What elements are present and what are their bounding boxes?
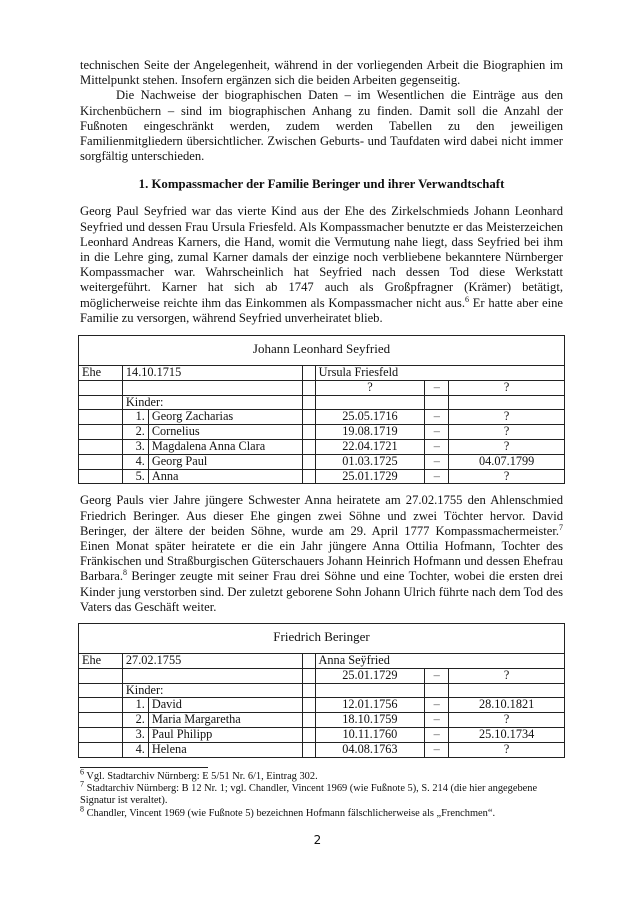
child-row xyxy=(79,454,565,469)
spouse-dates-row xyxy=(79,380,565,395)
section-heading: 1. Kompassmacher der Familie Beringer und ihrer Verwandtschaft xyxy=(138,177,505,192)
family-table-seyfried xyxy=(78,335,565,484)
child-number: 4. xyxy=(122,454,148,469)
child-row xyxy=(79,728,565,743)
child-number: 4. xyxy=(122,742,148,757)
child-death: 28.10.1821 xyxy=(449,698,565,713)
children-label-row xyxy=(79,395,565,410)
dash: – xyxy=(425,668,449,683)
child-death: ? xyxy=(449,742,565,757)
children-label-row xyxy=(79,683,565,698)
footnote-number: 7 xyxy=(80,779,84,789)
spouse-name: Ursula Friesfeld xyxy=(315,366,564,381)
spouse-birth: 25.01.1729 xyxy=(315,668,425,683)
child-name: Georg Paul xyxy=(148,454,302,469)
marriage-row xyxy=(79,366,565,381)
dash: – xyxy=(425,713,449,728)
footnote-number: 8 xyxy=(80,804,84,814)
paragraph-text: Er hatte aber eine Familie zu versorgen, während Seyfried unverheiratet blieb. xyxy=(80,295,563,325)
child-name: Magdalena Anna Clara xyxy=(148,440,302,455)
child-birth: 25.05.1716 xyxy=(315,410,425,425)
spouse-death: ? xyxy=(449,668,565,683)
table-title: Johann Leonhard Seyfried xyxy=(79,336,565,366)
dash: – xyxy=(425,425,449,440)
children-label: Kinder: xyxy=(122,683,302,698)
paragraph-text: Georg Paul Seyfried war das vierte Kind aus der Ehe des Zirkelschmieds Johann Leonhard Seyfried und dessen Frau Ursula Friesfeld. Als Kompassmacher benutzte er das Meisterzeichen Leonhard Andreas Karners, die Hand, womit die Vermutung nahe liegt, dass Seyfried bei ihm in die Lehre ging, zumal Karner damals der einzige noch verbliebene bekanntere Nürnberger Kompassmacher war. Wahrscheinlich hat Seyfried nach dessen Tod diese Werkstatt weitergeführt. Karner hat sich ab 1747 auch als Großpfragner (Krämer) betätigt, möglicherweise reichte ihm das Einkommen als Kompassmacher nicht aus. xyxy=(80,204,563,310)
dash: – xyxy=(425,454,449,469)
footnote-text: Chandler, Vincent 1969 (wie Fußnote 5) bezeichnen Hofmann fälschlicherweise als „Frenchmen“. xyxy=(84,807,496,819)
footnote-8 xyxy=(80,804,563,820)
child-row xyxy=(79,440,565,455)
child-number: 5. xyxy=(122,469,148,484)
section-paragraph-2 xyxy=(80,493,563,615)
child-death: ? xyxy=(449,440,565,455)
child-name: Cornelius xyxy=(148,425,302,440)
table-title: Friedrich Beringer xyxy=(79,624,565,654)
footnote-text: Vgl. Stadtarchiv Nürnberg: E 5/51 Nr. 6/1, Eintrag 302. xyxy=(84,770,318,782)
child-death: 25.10.1734 xyxy=(449,728,565,743)
intro-paragraph-1: technischen Seite der Angelegenheit, während in der vorliegenden Arbeit die Biographien im Mittelpunkt stehen. Insofern ergänzen sich die beiden Arbeiten gegenseitig. xyxy=(80,58,563,88)
footnote-number: 6 xyxy=(80,767,84,777)
child-birth: 01.03.1725 xyxy=(315,454,425,469)
page-number: 2 xyxy=(313,833,322,847)
child-name: Anna xyxy=(148,469,302,484)
child-number: 3. xyxy=(122,728,148,743)
marriage-label: Ehe xyxy=(79,654,123,669)
child-name: Helena xyxy=(148,742,302,757)
child-row xyxy=(79,742,565,757)
dash: – xyxy=(425,380,449,395)
dash: – xyxy=(425,410,449,425)
child-number: 3. xyxy=(122,440,148,455)
child-birth: 12.01.1756 xyxy=(315,698,425,713)
dash: – xyxy=(425,469,449,484)
child-death: ? xyxy=(449,425,565,440)
marriage-date: 27.02.1755 xyxy=(122,654,302,669)
family-table-beringer xyxy=(78,623,565,758)
dash: – xyxy=(425,728,449,743)
child-name: Maria Margaretha xyxy=(148,713,302,728)
child-row xyxy=(79,713,565,728)
child-death: ? xyxy=(449,469,565,484)
child-birth: 10.11.1760 xyxy=(315,728,425,743)
child-birth: 04.08.1763 xyxy=(315,742,425,757)
children-label: Kinder: xyxy=(122,395,302,410)
child-death: 04.07.1799 xyxy=(449,454,565,469)
dash: – xyxy=(425,742,449,757)
child-name: Paul Philipp xyxy=(148,728,302,743)
dash: – xyxy=(425,698,449,713)
paragraph-text: Beringer zeugte mit seiner Frau drei Söhne und eine Tochter, wobei die ersten drei Kinder jung verstorben sind. Der zuletzt geborene Sohn Johann Ulrich führte nach dem Tod des Vaters das Geschäft weiter. xyxy=(80,569,563,614)
child-birth: 22.04.1721 xyxy=(315,440,425,455)
paragraph-text: Georg Pauls vier Jahre jüngere Schwester Anna heiratete am 27.02.1755 den Ahlenschmied Friedrich Beringer. Aus dieser Ehe gingen zwei Söhne und zwei Töchter hervor. David Beringer, der ältere der beiden Söhne, wurde am 29. April 1777 Kompassmachermeister. xyxy=(80,493,563,538)
child-death: ? xyxy=(449,713,565,728)
child-number: 2. xyxy=(122,713,148,728)
footnote-ref-7[interactable]: 7 xyxy=(559,522,563,532)
footnote-ref-6[interactable]: 6 xyxy=(464,294,469,304)
child-row xyxy=(79,469,565,484)
section-paragraph-1 xyxy=(80,204,563,326)
footnote-7 xyxy=(80,779,563,808)
child-number: 1. xyxy=(122,698,148,713)
dash: – xyxy=(425,440,449,455)
marriage-row xyxy=(79,654,565,669)
child-number: 1. xyxy=(122,410,148,425)
child-birth: 18.10.1759 xyxy=(315,713,425,728)
child-row xyxy=(79,698,565,713)
marriage-date: 14.10.1715 xyxy=(122,366,302,381)
intro-paragraph-2: Die Nachweise der biographischen Daten – im Wesentlichen die Einträge aus den Kirchenbüchern – sind im biographischen Anhang zu finden. Damit soll die Anzahl der Fußnoten eingeschränkt werden, zudem werden Tabellen zu den jeweiligen Familienmitgliedern übersichtlicher. Zwischen Geburts- und Taufdaten wird dabei nicht immer sorgfältig unterschieden. xyxy=(80,88,563,164)
footnote-ref-8[interactable]: 8 xyxy=(123,568,128,578)
child-name: David xyxy=(148,698,302,713)
child-row xyxy=(79,425,565,440)
footnote-divider xyxy=(80,767,208,768)
child-birth: 25.01.1729 xyxy=(315,469,425,484)
marriage-label: Ehe xyxy=(79,366,123,381)
footnote-text: Stadtarchiv Nürnberg: B 12 Nr. 1; vgl. Chandler, Vincent 1969 (wie Fußnote 5), S. 214 (die hier angegebene Signatur ist veraltet). xyxy=(80,783,538,807)
child-death: ? xyxy=(449,410,565,425)
spouse-birth: ? xyxy=(315,380,425,395)
child-row xyxy=(79,410,565,425)
document-page xyxy=(80,58,563,820)
spouse-name: Anna Seÿfried xyxy=(315,654,564,669)
footnote-6 xyxy=(80,767,563,783)
child-number: 2. xyxy=(122,425,148,440)
paragraph-text: Einen Monat später heiratete er die ein Jahr jüngere Anna Ottilia Hofmann, Tochter des Fränkischen und Straßburgischen Güterschauers Johann Heinrich Hofmann und dessen Ehefrau Barbara. xyxy=(80,539,563,584)
child-birth: 19.08.1719 xyxy=(315,425,425,440)
spouse-dates-row xyxy=(79,668,565,683)
spouse-death: ? xyxy=(449,380,565,395)
child-name: Georg Zacharias xyxy=(148,410,302,425)
